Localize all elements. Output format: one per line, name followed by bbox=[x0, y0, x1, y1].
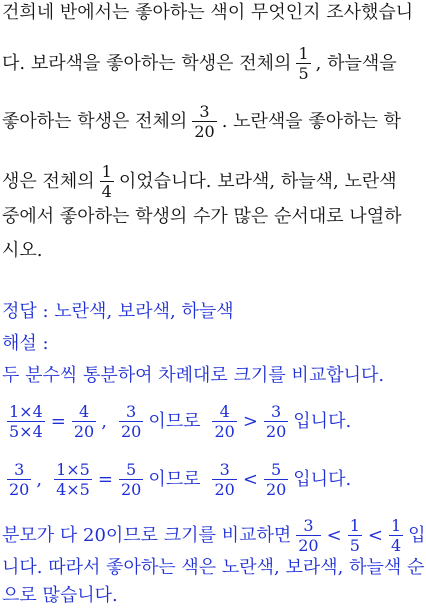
question-line-2 bbox=[2, 44, 400, 83]
explanation-text: 이므로 bbox=[148, 468, 201, 490]
fraction bbox=[296, 516, 320, 555]
fraction bbox=[54, 460, 92, 499]
fraction bbox=[192, 102, 216, 141]
numerator: 1×4 bbox=[9, 402, 43, 421]
explanation-line-1 bbox=[2, 365, 400, 387]
fraction bbox=[389, 516, 403, 555]
fraction bbox=[212, 402, 236, 441]
question-text: 시오. bbox=[2, 240, 43, 261]
numerator: 4 bbox=[78, 402, 90, 421]
fraction bbox=[296, 44, 310, 83]
greater-than-sign: > bbox=[242, 410, 258, 432]
fraction bbox=[100, 162, 114, 201]
question-text: 중에서 좋아하는 학생의 수가 많은 순서대로 나열하 bbox=[2, 206, 402, 227]
explanation-text: 으로 많습니다. bbox=[2, 585, 118, 606]
denominator: 20 bbox=[120, 422, 142, 441]
question-text: 생은 전체의 bbox=[2, 170, 95, 192]
numerator: 1 bbox=[390, 516, 402, 535]
explanation-text: 입니다. bbox=[293, 410, 352, 432]
numerator: 1 bbox=[298, 44, 309, 63]
question-line-1 bbox=[2, 2, 414, 24]
denominator: 4×5 bbox=[56, 480, 90, 499]
question-line-4 bbox=[2, 162, 400, 201]
explanation-line-5 bbox=[2, 557, 425, 579]
denominator: 20 bbox=[194, 122, 215, 141]
less-than-sign: < bbox=[367, 524, 383, 546]
answer-line bbox=[2, 301, 400, 323]
fraction bbox=[7, 460, 31, 499]
denominator: 20 bbox=[298, 536, 319, 555]
answer-text: 정답 : 노란색, 보라색, 하늘색 bbox=[2, 301, 234, 322]
numerator: 3 bbox=[199, 102, 210, 121]
explanation-text: 이므로 bbox=[148, 410, 201, 432]
question-text: 다. 보라색을 좋아하는 학생은 전체의 bbox=[2, 52, 292, 74]
numerator: 3 bbox=[271, 402, 282, 421]
numerator: 3 bbox=[126, 402, 137, 421]
denominator: 20 bbox=[73, 422, 95, 441]
fraction bbox=[72, 402, 96, 441]
less-than-sign: < bbox=[326, 524, 342, 546]
fraction bbox=[348, 516, 362, 555]
denominator: 5 bbox=[298, 64, 309, 83]
numerator: 5 bbox=[126, 460, 137, 479]
numerator: 4 bbox=[219, 402, 230, 421]
explanation-text: 두 분수씩 통분하여 차례대로 크기를 비교합니다. bbox=[2, 365, 385, 386]
less-than-sign: < bbox=[242, 468, 258, 490]
equals-sign: = bbox=[97, 468, 113, 490]
question-line-3 bbox=[2, 102, 400, 141]
comma: , bbox=[101, 410, 107, 432]
denominator: 20 bbox=[9, 480, 30, 499]
explanation-label-line bbox=[2, 333, 400, 355]
question-text: , 하늘색을 bbox=[315, 52, 397, 74]
question-line-6 bbox=[2, 240, 400, 262]
explanation-line-6 bbox=[2, 585, 400, 607]
denominator: 20 bbox=[265, 422, 287, 441]
explanation-line-3 bbox=[2, 460, 400, 499]
numerator: 3 bbox=[303, 516, 314, 535]
fraction bbox=[119, 402, 143, 441]
explanation-text: 입니다. bbox=[293, 468, 352, 490]
denominator: 20 bbox=[120, 480, 142, 499]
numerator: 5 bbox=[271, 460, 282, 479]
fraction bbox=[264, 460, 288, 499]
fraction bbox=[119, 460, 143, 499]
denominator: 20 bbox=[265, 480, 287, 499]
question-line-5 bbox=[2, 206, 400, 228]
denominator: 4 bbox=[390, 536, 402, 555]
numerator: 3 bbox=[14, 460, 25, 479]
comma: , bbox=[36, 468, 43, 490]
numerator: 1×5 bbox=[56, 460, 90, 479]
numerator: 1 bbox=[101, 162, 112, 181]
explanation-line-4 bbox=[2, 516, 426, 555]
explanation-text: 니다. 따라서 좋아하는 색은 노란색, 보라색, 하늘색 순 bbox=[2, 557, 425, 578]
explanation-text: 분모가 다 20이므로 크기를 비교하면 bbox=[2, 524, 292, 546]
denominator: 4 bbox=[101, 182, 112, 201]
fraction bbox=[212, 460, 236, 499]
question-text: 좋아하는 학생은 전체의 bbox=[2, 110, 188, 132]
explanation-label: 해설 : bbox=[2, 333, 49, 354]
fraction bbox=[7, 402, 45, 441]
numerator: 3 bbox=[219, 460, 230, 479]
denominator: 20 bbox=[214, 422, 235, 441]
question-text: 이었습니다. 보라색, 하늘색, 노란색 bbox=[118, 170, 397, 192]
explanation-line-2 bbox=[2, 402, 400, 441]
denominator: 20 bbox=[214, 480, 235, 499]
numerator: 1 bbox=[349, 516, 360, 535]
question-text: 건희네 반에서는 좋아하는 색이 무엇인지 조사했습니 bbox=[2, 2, 414, 23]
fraction bbox=[264, 402, 288, 441]
denominator: 5 bbox=[349, 536, 360, 555]
equals-sign: = bbox=[50, 410, 66, 432]
denominator: 5×4 bbox=[9, 422, 43, 441]
question-text: . 노란색을 좋아하는 학 bbox=[221, 110, 402, 132]
explanation-text: 입 bbox=[408, 524, 426, 546]
